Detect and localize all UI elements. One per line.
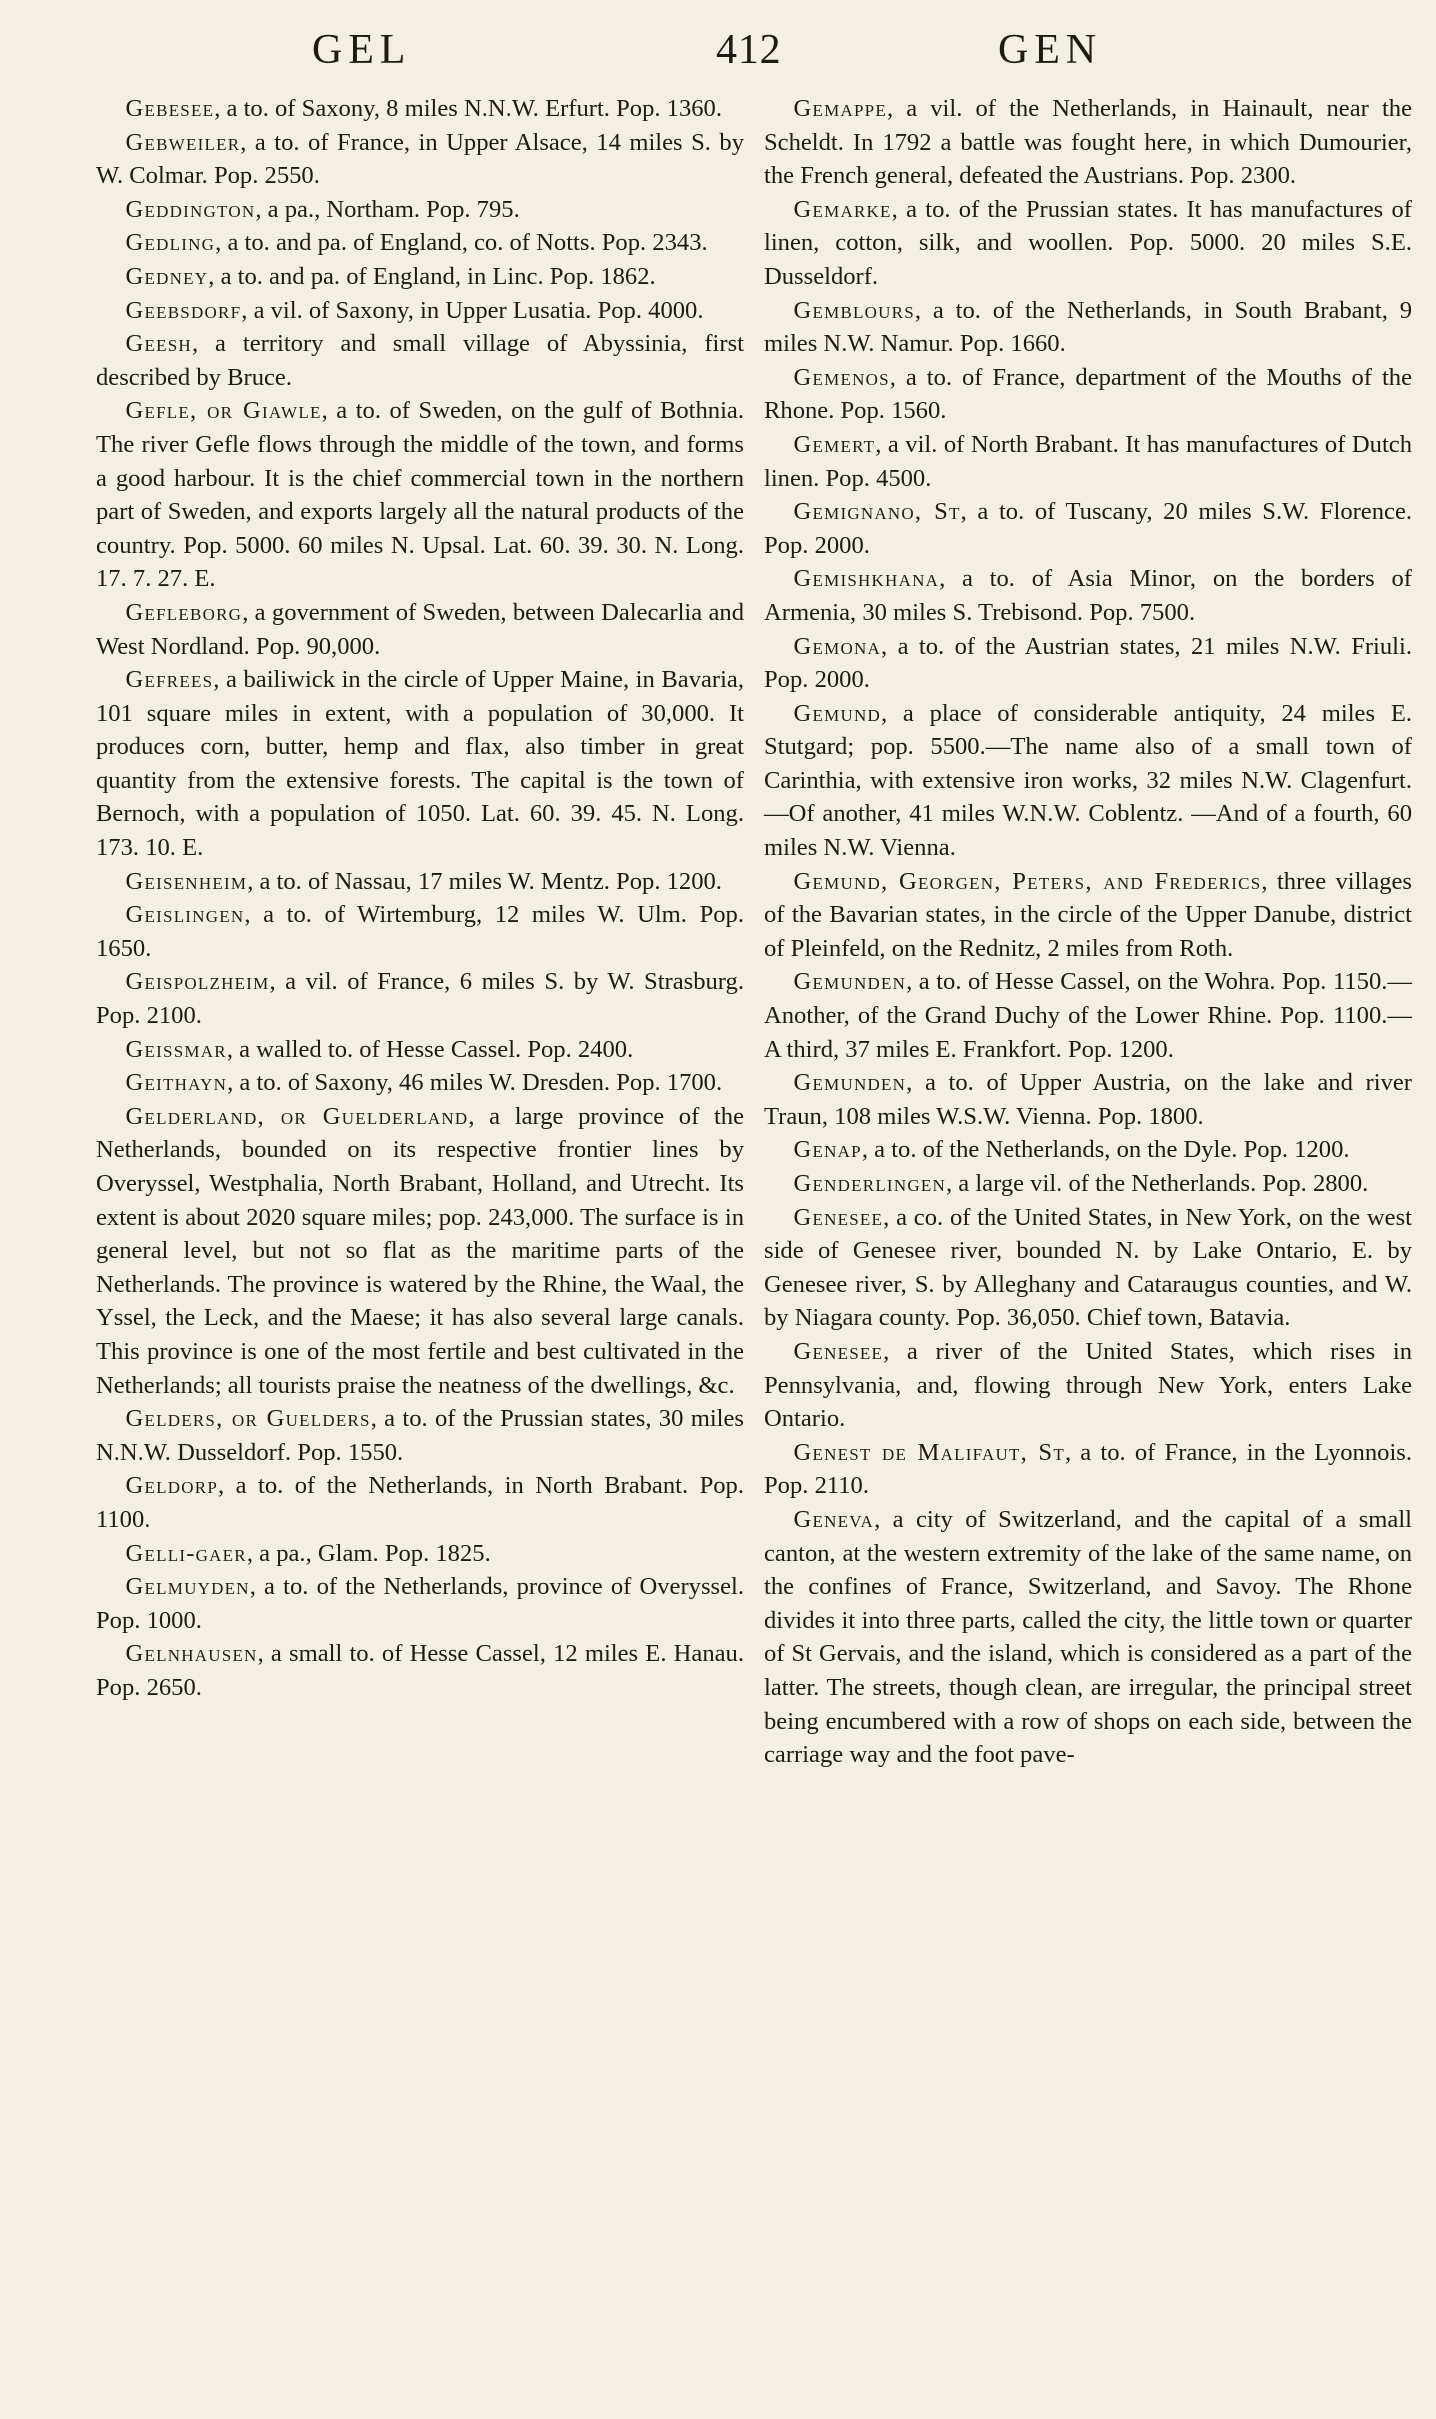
- entry-text: , a vil. of the Netherlands, in Hainault, near the Scheldt. In 1792 a battle was fought here, in which Dumourier, the French general, defeated the Austrians. Pop. 2300.: [764, 95, 1412, 190]
- entry-text: , a to. and pa. of England, co. of Notts. Pop. 2343.: [215, 229, 708, 257]
- gazetteer-entry: [96, 1469, 744, 1536]
- gazetteer-entry: [764, 294, 1412, 361]
- entry-headword: Gefle, or Giawle: [125, 397, 322, 425]
- entry-headword: Gefrees: [125, 666, 214, 694]
- gazetteer-entry: [764, 1335, 1412, 1436]
- entry-headword: Genderlingen: [793, 1170, 946, 1197]
- entry-text: , a vil. of Saxony, in Upper Lusatia. Pop. 4000.: [241, 296, 704, 324]
- gazetteer-entry: [764, 1201, 1412, 1335]
- entry-headword: Geddington: [125, 195, 256, 223]
- entry-headword: Geesh: [125, 330, 192, 358]
- entry-headword: Gemunden: [793, 968, 907, 996]
- entry-text: , a large vil. of the Netherlands. Pop. 2800.: [945, 1170, 1369, 1197]
- entry-text: , a city of Switzerland, and the capital of a small canton, at the western extremity of the lake of the same name, on the confines of France, Switzerland, and Savoy. The Rhone divides it into three parts, called the city, the little town or quarter of St Gervais, and the island, which is considered as a part of the latter. The streets, though clean, are irregular, the principal street being encumbered with a row of shops on each side, between the carriage way and the foot pave-: [764, 1505, 1412, 1769]
- entry-headword: Gebesee: [125, 95, 215, 122]
- gazetteer-entry: [96, 226, 744, 260]
- entry-headword: Gelders, or Guelders: [125, 1405, 371, 1433]
- entry-text: , a river of the United States, which rises in Pennsylvania, and, flowing through New York, enters Lake Ontario.: [764, 1337, 1412, 1433]
- entry-headword: Geldorp: [125, 1472, 219, 1500]
- gazetteer-entry: [96, 1637, 744, 1704]
- entry-headword: Gedney: [125, 262, 209, 290]
- gazetteer-entry: [96, 394, 744, 596]
- gazetteer-entry: [764, 965, 1412, 1066]
- entry-headword: Gemishkhana: [793, 565, 940, 593]
- gazetteer-entry: [764, 428, 1412, 495]
- entry-headword: Genest de Malifaut, St: [793, 1438, 1065, 1466]
- entry-headword: Gemert: [793, 430, 876, 458]
- entry-headword: Gemarke: [793, 195, 892, 223]
- entry-text: , a small to. of Hesse Cassel, 12 miles E. Hanau. Pop. 2650.: [96, 1640, 744, 1701]
- entry-text: , a to. of Saxony, 46 miles W. Dresden. Pop. 1700.: [227, 1069, 723, 1097]
- gazetteer-entry: [96, 663, 744, 865]
- gazetteer-entry: [96, 294, 744, 328]
- entry-headword: Geneva: [793, 1505, 875, 1533]
- gazetteer-entry: [764, 1436, 1412, 1503]
- gazetteer-entry: [96, 193, 744, 227]
- gazetteer-entry: [96, 126, 744, 193]
- entry-text: , a to. of Wirtemburg, 12 miles W. Ulm. Pop. 1650.: [96, 901, 744, 962]
- running-head-left: GEL: [312, 27, 412, 73]
- gazetteer-entry: [96, 92, 744, 126]
- gazetteer-entry: [764, 1503, 1412, 1772]
- entry-headword: Gemappe: [793, 95, 887, 122]
- gazetteer-entry: [96, 260, 744, 294]
- gazetteer-entry: [96, 965, 744, 1032]
- gazetteer-entry: [96, 1066, 744, 1100]
- entry-headword: Geisenheim: [125, 867, 248, 895]
- gazetteer-entry: [764, 865, 1412, 966]
- gazetteer-entry: [96, 1033, 744, 1067]
- entry-text: , a to. of Hesse Cassel, on the Wohra. Pop. 1150.—Another, of the Grand Duchy of the Lower Rhine. Pop. 1100.— A third, 37 miles E. Frankfort. Pop. 1200.: [764, 968, 1412, 1063]
- entry-headword: Genesee: [793, 1203, 884, 1231]
- entry-headword: Gemund, Georgen, Peters, and Frederics: [793, 867, 1262, 895]
- entry-headword: Gelmuyden: [125, 1573, 250, 1601]
- running-head: [0, 26, 1436, 86]
- gazetteer-entry: [96, 1537, 744, 1571]
- entry-headword: Gemenos: [793, 363, 890, 391]
- entry-headword: Geissmar: [125, 1035, 227, 1063]
- entry-headword: Gemund: [793, 699, 881, 727]
- gazetteer-entry: [764, 1066, 1412, 1133]
- entry-headword: Genesee: [793, 1337, 884, 1365]
- entry-text: , a vil. of North Brabant. It has manufactures of Dutch linen. Pop. 4500.: [764, 430, 1412, 492]
- gazetteer-entry: [764, 361, 1412, 428]
- entry-text: , a large province of the Netherlands, bounded on its respective frontier lines by Overyssel, Westphalia, North Brabant, Holland, and Utrecht. Its extent is about 2020 square miles; pop. 243,000. The surface is in general level, but not so flat as the maritime parts of the Netherlands. The province is watered by the Rhine, the Waal, the Yssel, the Leck, and the Maese; it has also several large canals. This province is one of the most fertile and best cultivated in the Netherlands; all tourists praise the neatness of the dwellings, &c.: [96, 1102, 745, 1399]
- entry-text: , a to. of France, department of the Mouths of the Rhone. Pop. 1560.: [764, 363, 1412, 425]
- entry-text: , a bailiwick in the circle of Upper Maine, in Bavaria, 101 square miles in extent, with a population of 30,000. It produces corn, butter, hemp and flax, also timber in great quantity from the extensive forests. The capital is the town of Bernoch, with a population of 1050. Lat. 60. 39. 45. N. Long. 173. 10. E.: [96, 666, 744, 862]
- entry-headword: Gelderland, or Guelderland: [125, 1102, 469, 1130]
- gazetteer-entry: [96, 1100, 744, 1402]
- gazetteer-entry: [764, 697, 1412, 865]
- right-column: [764, 92, 1412, 1772]
- entry-text: , a government of Sweden, between Dalecarlia and West Nordland. Pop. 90,000.: [96, 598, 744, 660]
- entry-headword: Gemblours: [793, 296, 915, 324]
- entry-headword: Geebsdorf: [125, 296, 242, 324]
- entry-text: , a to. of Sweden, on the gulf of Bothnia. The river Gefle flows through the middle of the town, and forms a good harbour. It is the chief commercial town in the northern part of Sweden, and exports largely all the natural products of the country. Pop. 5000. 60 miles N. Upsal. Lat. 60. 39. 30. N. Long. 17. 7. 27. E.: [96, 397, 744, 593]
- entry-text: , a to. of Nassau, 17 miles W. Mentz. Pop. 1200.: [247, 867, 722, 895]
- entry-headword: Geithayn: [125, 1069, 228, 1097]
- entry-headword: Gefleborg: [125, 598, 243, 626]
- entry-text: , a territory and small village of Abyssinia, first described by Bruce.: [96, 330, 744, 391]
- entry-headword: Gemunden: [793, 1069, 907, 1097]
- entry-text: , a to. of the Netherlands, on the Dyle. Pop. 1200.: [861, 1136, 1350, 1164]
- entry-text: , a walled to. of Hesse Cassel. Pop. 2400.: [226, 1035, 634, 1063]
- entry-headword: Genap: [793, 1136, 862, 1164]
- entry-text: , a vil. of France, 6 miles S. by W. Strasburg. Pop. 2100.: [96, 968, 744, 1030]
- entry-text: , a to. of the Austrian states, 21 miles N.W. Friuli. Pop. 2000.: [764, 632, 1412, 694]
- entry-headword: Geislingen: [125, 901, 245, 929]
- gazetteer-entry: [764, 92, 1412, 193]
- gazetteer-entry: [764, 1133, 1412, 1167]
- entry-text: , a to. and pa. of England, in Linc. Pop. 1862.: [208, 262, 656, 290]
- entry-text: , a to. of Upper Austria, on the lake and river Traun, 108 miles W.S.W. Vienna. Pop. 1800.: [764, 1069, 1412, 1130]
- entry-headword: Gedling: [125, 229, 216, 257]
- gazetteer-entry: [96, 596, 744, 663]
- entry-text: , a to. of Asia Minor, on the borders of Armenia, 30 miles S. Trebisond. Pop. 7500.: [764, 565, 1412, 626]
- entry-text: , a to. of the Netherlands, province of Overyssel. Pop. 1000.: [96, 1573, 744, 1634]
- gazetteer-entry: [96, 898, 744, 965]
- entry-text: , a place of considerable antiquity, 24 miles E. Stutgard; pop. 5500.—The name also of a small town of Carinthia, with extensive iron works, 32 miles N.W. Clagenfurt.—Of another, 41 miles W.N.W. Coblentz. —And of a fourth, 60 miles N.W. Vienna.: [764, 699, 1412, 862]
- gazetteer-entry: [96, 865, 744, 899]
- entry-text: , a pa., Northam. Pop. 795.: [255, 195, 520, 223]
- gazetteer-entry: [764, 562, 1412, 629]
- entry-text: , a to. of France, in the Lyonnois. Pop. 2110.: [764, 1438, 1413, 1500]
- gazetteer-entry: [764, 193, 1412, 294]
- entry-text: , a to. of the Netherlands, in North Brabant. Pop. 1100.: [96, 1472, 744, 1533]
- entry-text: , a to. of Tuscany, 20 miles S.W. Florence. Pop. 2000.: [764, 498, 1413, 559]
- gazetteer-entry: [96, 1570, 744, 1637]
- page-number: 412: [716, 27, 782, 73]
- entry-headword: Gebweiler: [125, 128, 241, 156]
- entry-text: , a to. of Saxony, 8 miles N.N.W. Erfurt. Pop. 1360.: [214, 95, 722, 122]
- entry-text: , a to. of the Prussian states, 30 miles N.N.W. Dusseldorf. Pop. 1550.: [96, 1405, 744, 1466]
- entry-headword: Gelnhausen: [125, 1640, 258, 1668]
- gazetteer-entry: [764, 495, 1412, 562]
- gazetteer-entry: [96, 327, 744, 394]
- entry-text: , a pa., Glam. Pop. 1825.: [246, 1539, 491, 1567]
- entry-text: , three villages of the Bavarian states, in the circle of the Upper Danube, district of Pleinfeld, on the Rednitz, 2 miles from Roth.: [764, 867, 1412, 962]
- gazetteer-entry: [96, 1402, 744, 1469]
- entry-text: , a to. of the Netherlands, in South Brabant, 9 miles N.W. Namur. Pop. 1660.: [764, 296, 1412, 358]
- entry-text: , a to. of the Prussian states. It has manufactures of linen, cotton, silk, and woollen. Pop. 5000. 20 miles S.E. Dusseldorf.: [764, 195, 1412, 290]
- running-head-right: GEN: [998, 27, 1102, 73]
- entry-text: , a co. of the United States, in New York, on the west side of Genesee river, bounded N. by Lake Ontario, E. by Genesee river, S. by Alleghany and Cataraugus counties, and W. by Niagara county. Pop. 36,050. Chief town, Batavia.: [764, 1203, 1412, 1332]
- entry-headword: Geispolzheim: [125, 968, 270, 996]
- left-column: [96, 92, 744, 1705]
- entry-headword: Gelli-gaer: [125, 1539, 247, 1567]
- entry-headword: Gemignano, St: [793, 498, 961, 526]
- gazetteer-entry: [764, 630, 1412, 697]
- entry-headword: Gemona: [793, 632, 881, 660]
- entry-text: , a to. of France, in Upper Alsace, 14 miles S. by W. Colmar. Pop. 2550.: [96, 128, 744, 190]
- gazetteer-entry: [764, 1167, 1412, 1201]
